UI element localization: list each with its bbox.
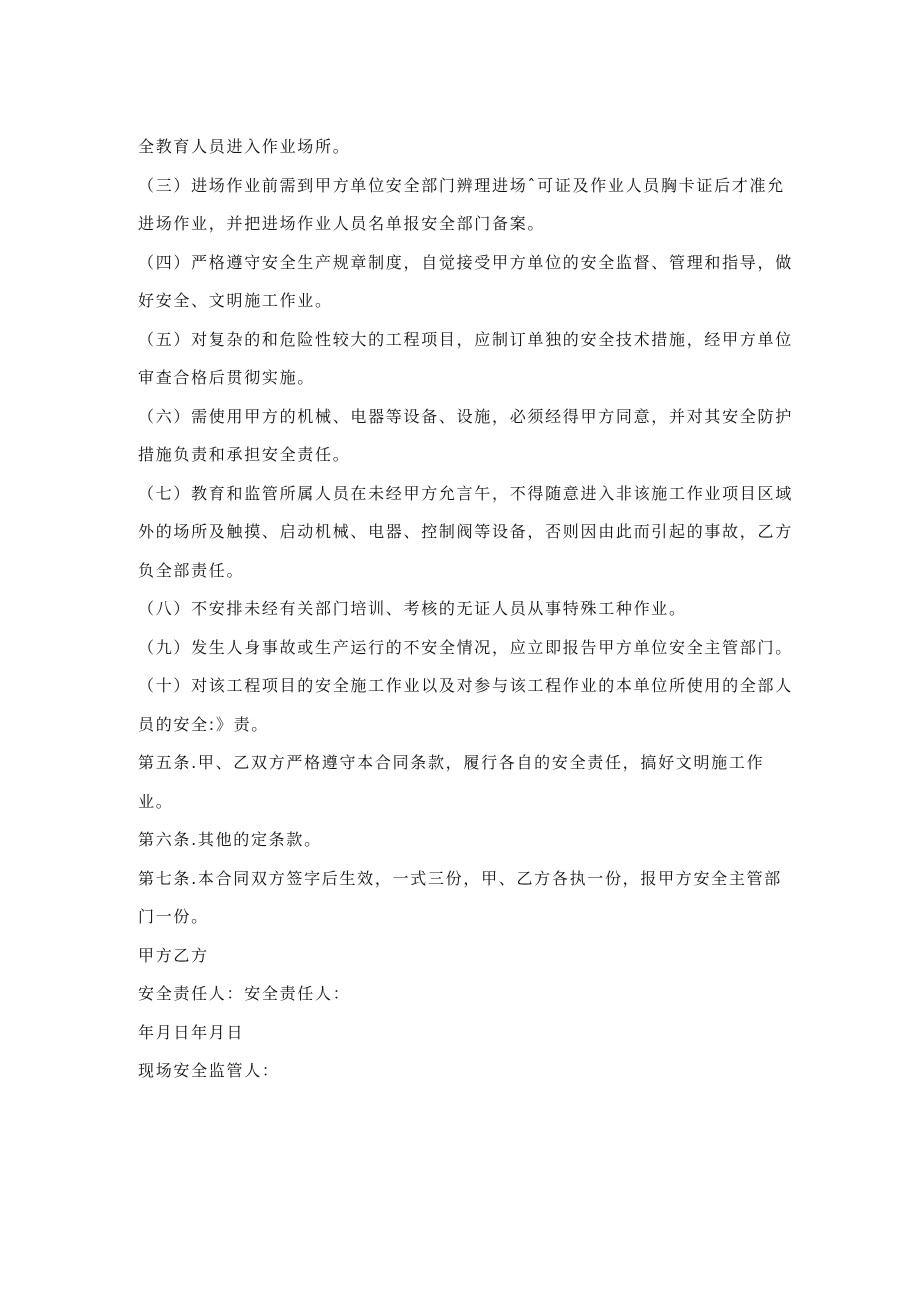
- article-6: 第六条.其他的定条款。: [138, 830, 322, 849]
- clause-3: （三）进场作业前需到甲方单位安全部门辨理进场ˆ可证及作业人员胸卡证后才准允进场作业，并把进场作业人员名单报安全部门备案。: [138, 175, 785, 233]
- clause-4: （四）严格遵守安全生产规章制度，自觉接受甲方单位的安全监督、管理和指导，做好安全、文明施工作业。: [138, 252, 793, 310]
- clause-7: （七）教育和监管所属人员在未经甲方允言午，不得随意进入非该施工作业项目区域外的场所及触摸、启动机械、电器、控制阀等设备，否则因由此而引起的事故，乙方负全部责任。: [138, 483, 793, 580]
- signature-parties: 甲方乙方: [138, 945, 209, 965]
- signature-safety-officers: 安全责任人：安全责任人：: [138, 984, 351, 1003]
- clause-8: （八）不安排未经有关部门培训、考核的无证人员从事特殊工种作业。: [138, 599, 687, 618]
- paragraph-continuation: 全教育人员进入作业场所。: [138, 137, 351, 156]
- document-body: [138, 128, 798, 1091]
- clause-6: （六）需使用甲方的机械、电器等设备、设施，必须经得甲方同意，并对其安全防护措施负责和承担安全责任。: [138, 406, 793, 464]
- signature-dates: 年月日年月日: [138, 1022, 245, 1042]
- article-7: 第七条.本合同双方签字后生效，一式三份，甲、乙方各执一份，报甲方安全主管部门一份。: [138, 868, 782, 926]
- signature-site-supervisor: 现场安全监管人：: [138, 1061, 280, 1080]
- clause-9-10: （九）发生人身事故或生产运行的不安全情况，应立即报告甲方单位安全主管部门。（十）对该工程项目的安全施工作业以及对参与该工程作业的本单位所使用的全部人员的安全:》责。: [138, 637, 793, 734]
- clause-5: （五）对复杂的和危险性较大的工程项目，应制订单独的安全技术措施，经甲方单位审查合格后贯彻实施。: [138, 329, 793, 387]
- article-5: 第五条.甲、乙双方严格遵守本合同条款，履行各自的安全责任，搞好文明施工作业。: [138, 753, 765, 811]
